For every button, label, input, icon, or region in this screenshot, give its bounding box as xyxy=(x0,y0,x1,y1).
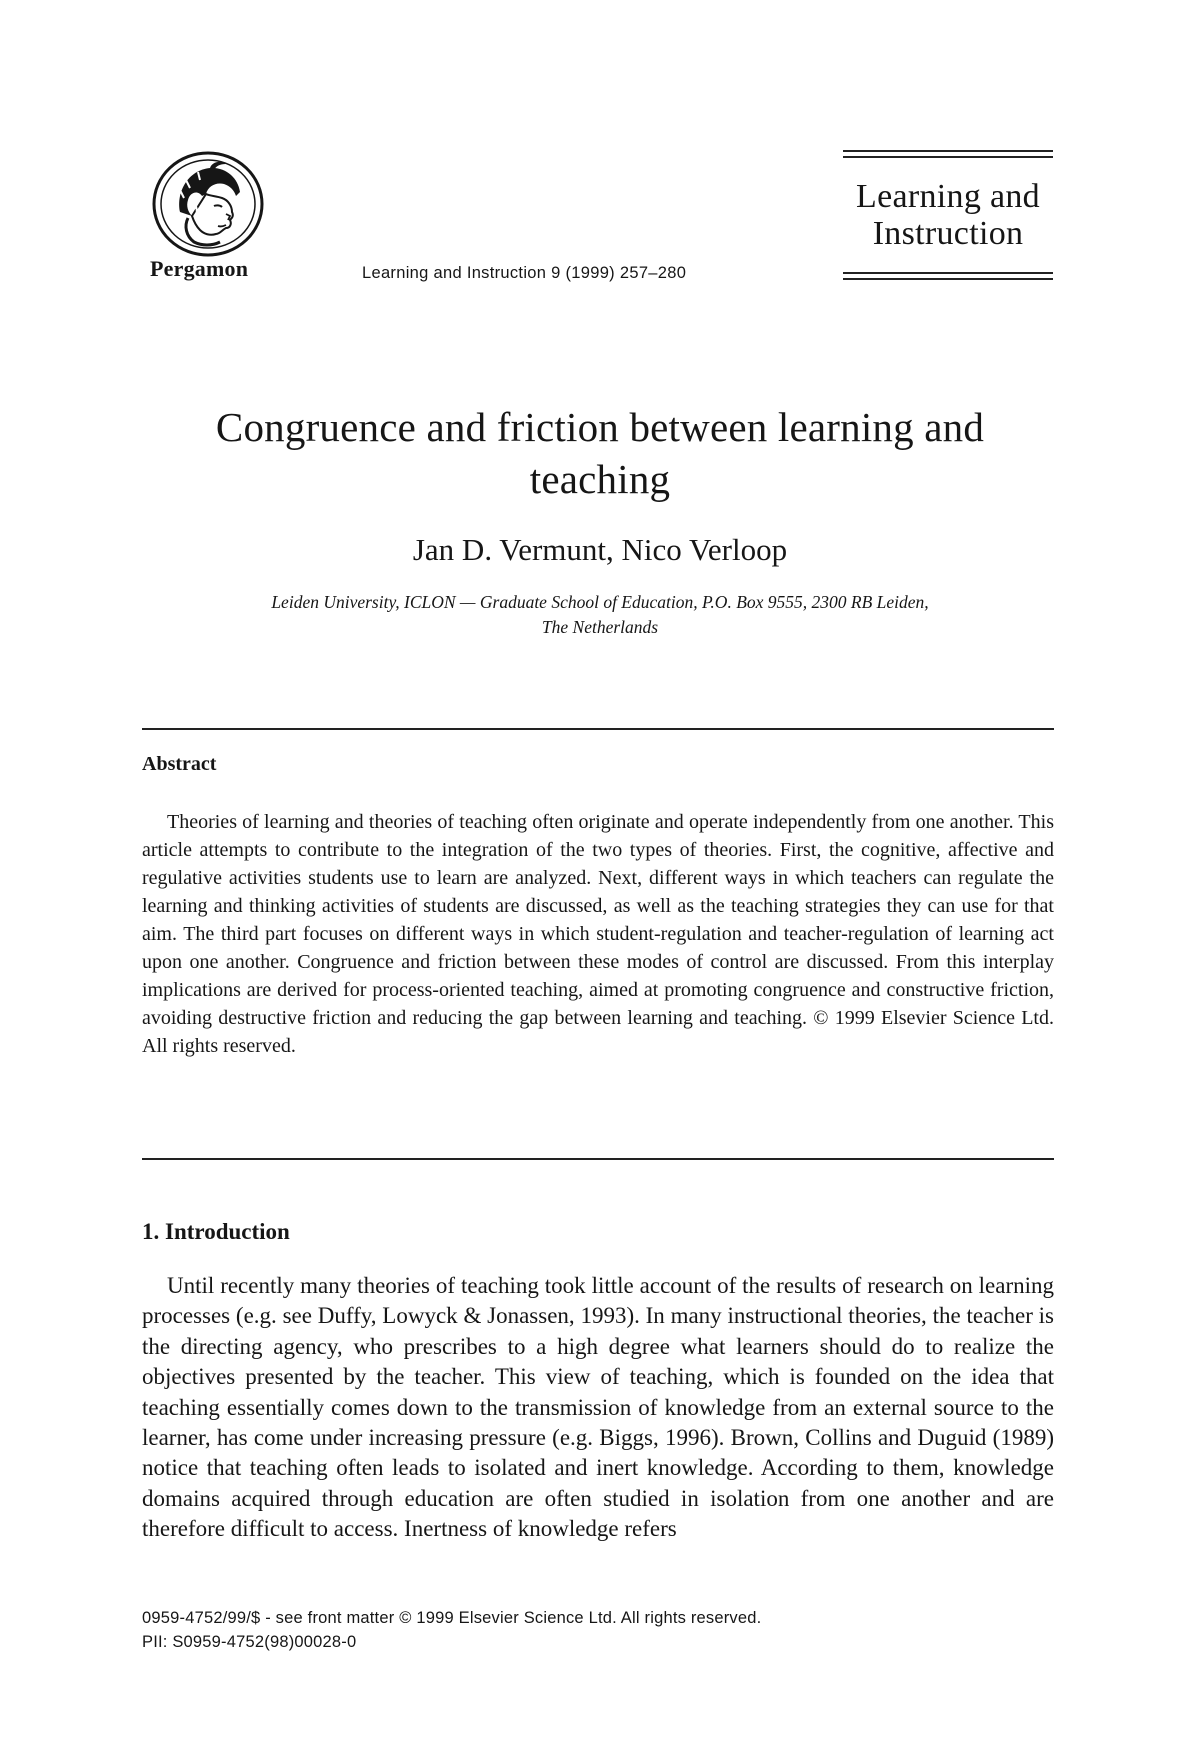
abstract-heading: Abstract xyxy=(142,753,217,775)
journal-citation: Learning and Instruction 9 (1999) 257–280 xyxy=(362,264,687,282)
article-title xyxy=(120,401,1080,505)
divider xyxy=(142,728,1054,730)
publisher-name: Pergamon xyxy=(150,256,249,281)
journal-rule xyxy=(843,150,1053,152)
article-authors: Jan D. Vermunt, Nico Verloop xyxy=(412,532,788,567)
affiliation-line2: The Netherlands xyxy=(541,617,659,637)
journal-title-box xyxy=(843,150,1053,283)
article-title-line2: teaching xyxy=(529,456,671,502)
affiliation-line1: Leiden University, ICLON — Graduate School of Education, P.O. Box 9555, 2300 RB Leiden, xyxy=(271,592,929,612)
article-title-line1: Congruence and friction between learning and xyxy=(215,404,985,450)
journal-name-line1: Learning and xyxy=(856,178,1040,215)
author-affiliation xyxy=(150,590,1050,640)
journal-rule xyxy=(843,156,1053,158)
divider xyxy=(142,1158,1054,1160)
section-heading-introduction: 1. Introduction xyxy=(142,1219,290,1244)
introduction-text: Until recently many theories of teaching took little account of the results of research on learning processes (e.g. see Duffy, Lowyck & Jonassen, 1993). In many instructional theories, the teacher is the directing agency, who prescribes to a high degree what learners should do to realize the objectives presented by the teacher. This view of teaching, which is founded on the idea that teaching essentially comes down to the transmission of knowledge from an external source to the learner, has come under increasing pressure (e.g. Biggs, 1996). Brown, Collins and Duguid (1989) notice that teaching often leads to isolated and inert knowledge. According to them, knowledge domains acquired through education are often studied in isolation from one another and are therefore difficult to access. Inertness of knowledge refers xyxy=(142,1273,1054,1542)
abstract-text: Theories of learning and theories of teaching often originate and operate independently from one another. This article attempts to contribute to the integration of the two types of theories. First, the cognitive, affective and regulative activities students use to learn are analyzed. Next, different ways in which teachers can regulate the learning and thinking activities of students are discussed, as well as the teaching strategies they can use for that aim. The third part focuses on different ways in which student-regulation and teacher-regulation of learning act upon one another. Congruence and friction between these modes of control are discussed. From this interplay implications are derived for process-oriented teaching, aimed at promoting congruence and constructive friction, avoiding destructive friction and reducing the gap between learning and teaching. © 1999 Elsevier Science Ltd. All rights reserved. xyxy=(142,811,1054,1057)
journal-name xyxy=(843,178,1053,252)
journal-rule xyxy=(843,272,1053,274)
page-footer xyxy=(142,1606,761,1654)
footer-copyright: 0959-4752/99/$ - see front matter © 1999 Elsevier Science Ltd. All rights reserved. xyxy=(142,1609,762,1627)
journal-name-line2: Instruction xyxy=(872,215,1024,252)
journal-rule xyxy=(843,278,1053,280)
footer-pii: PII: S0959-4752(98)00028-0 xyxy=(142,1633,357,1651)
pergamon-logo-icon xyxy=(150,150,268,258)
